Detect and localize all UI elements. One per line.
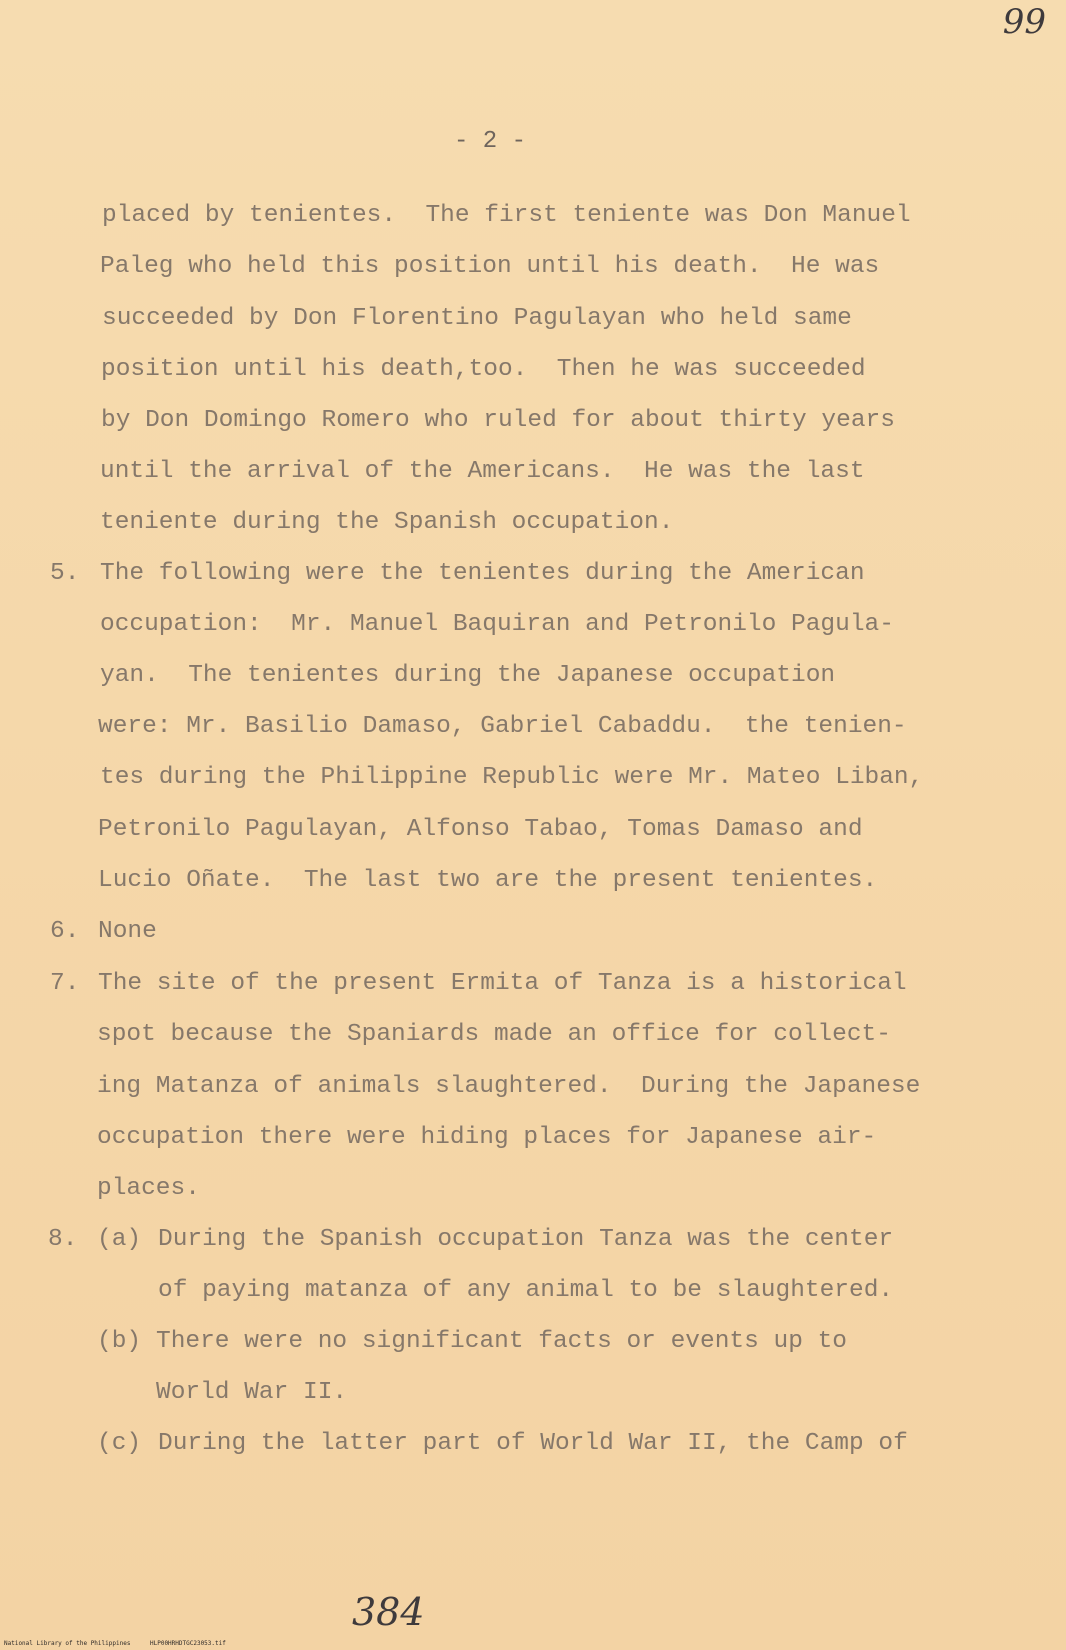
text-line: yan. The tenientes during the Japanese occupation <box>100 662 836 689</box>
sub-item-label: (c) <box>97 1430 142 1457</box>
item-number: 6. <box>50 918 80 945</box>
text-line: Petronilo Pagulayan, Alfonso Tabao, Tomas Damaso and <box>98 816 863 843</box>
text-line: tes during the Philippine Republic were Mr. Mateo Liban, <box>100 764 924 791</box>
text-line: spot because the Spaniards made an office for collect- <box>97 1021 891 1048</box>
text-line: succeeded by Don Florentino Pagulayan who held same <box>102 305 852 332</box>
sub-item-label: (b) <box>97 1328 142 1355</box>
text-line: During the Spanish occupation Tanza was the center <box>158 1226 894 1253</box>
handwritten-page-number: 99 <box>1002 2 1046 42</box>
footer-file-name: HLP00HRHDTGC23053.tif <box>150 1640 226 1647</box>
text-line: places. <box>97 1175 200 1202</box>
text-line: were: Mr. Basilio Damaso, Gabriel Cabaddu. the tenien- <box>98 713 907 740</box>
text-line: World War II. <box>156 1379 348 1406</box>
text-line: The site of the present Ermita of Tanza is a historical <box>98 970 907 997</box>
text-line: occupation there were hiding places for Japanese air- <box>97 1124 877 1151</box>
text-line: placed by tenientes. The first teniente was Don Manuel <box>102 202 911 229</box>
text-line: None <box>98 918 157 945</box>
footer-library-credit: National Library of the Philippines <box>4 1640 131 1647</box>
text-line: Lucio Oñate. The last two are the present tenientes. <box>98 867 878 894</box>
page-number: - 2 - <box>453 128 526 155</box>
text-line: teniente during the Spanish occupation. <box>100 509 674 536</box>
text-line: by Don Domingo Romero who ruled for about thirty years <box>101 407 895 434</box>
text-line: occupation: Mr. Manuel Baquiran and Petronilo Pagula- <box>100 611 894 638</box>
text-line: until the arrival of the Americans. He was the last <box>100 458 865 485</box>
text-line: Paleg who held this position until his death. He was <box>100 253 880 280</box>
text-line: ing Matanza of animals slaughtered. During the Japanese <box>97 1073 921 1100</box>
sub-item-label: (a) <box>97 1226 142 1253</box>
handwritten-folio-number: 384 <box>352 1590 425 1634</box>
text-line: During the latter part of World War II, the Camp of <box>158 1430 908 1457</box>
text-line: position until his death,too. Then he was succeeded <box>101 356 866 383</box>
item-number: 5. <box>50 560 80 587</box>
text-line: There were no significant facts or events up to <box>156 1328 848 1355</box>
item-number: 8. <box>48 1226 78 1253</box>
text-line: of paying matanza of any animal to be slaughtered. <box>158 1277 894 1304</box>
text-line: The following were the tenientes during the American <box>100 560 865 587</box>
item-number: 7. <box>50 970 80 997</box>
